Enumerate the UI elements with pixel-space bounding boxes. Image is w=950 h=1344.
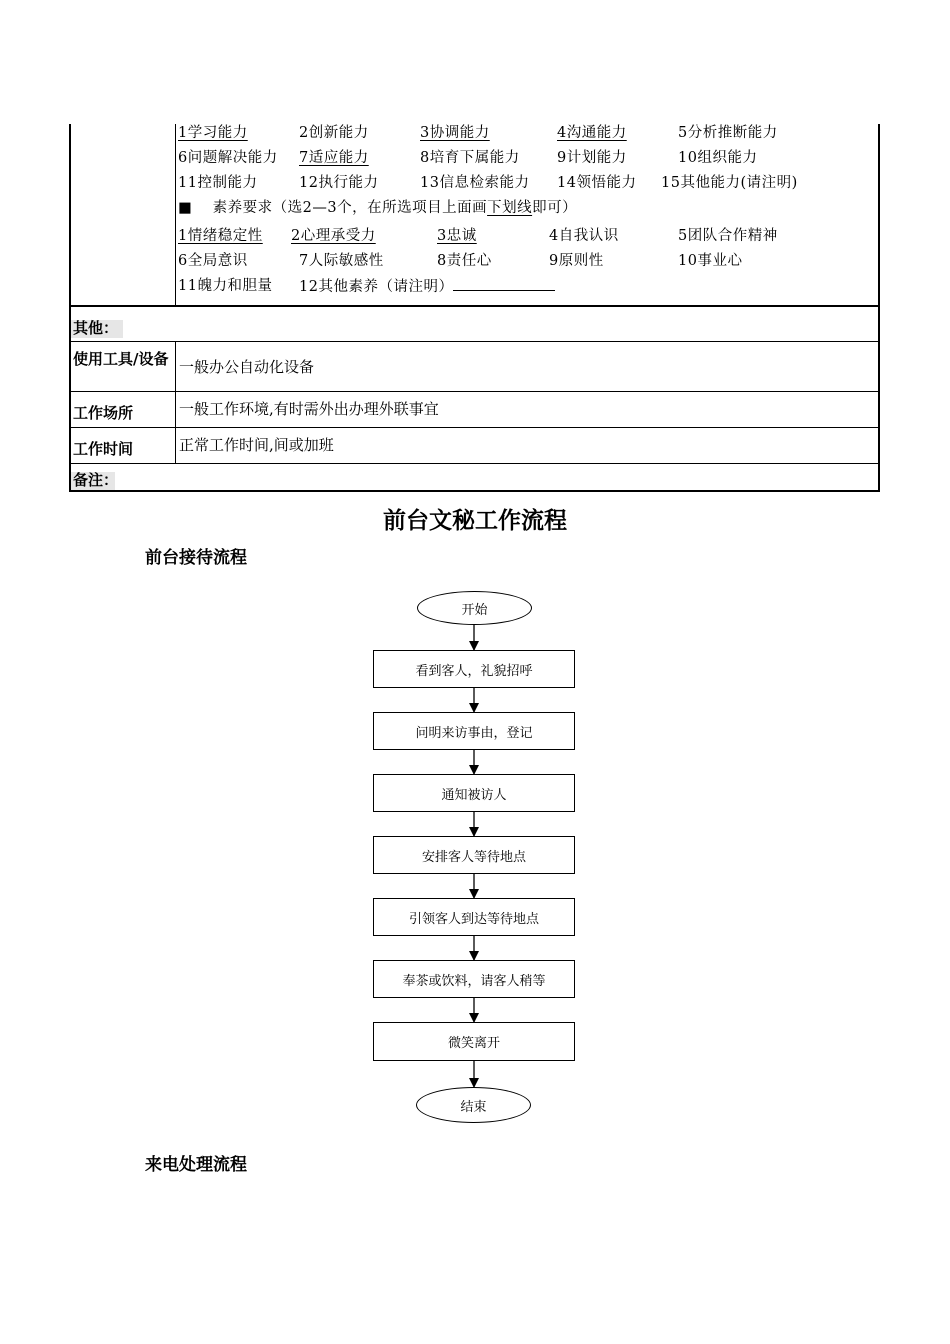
time-label: 工作时间 bbox=[73, 440, 134, 458]
ability-item: 3协调能力 bbox=[420, 125, 490, 141]
quality-item: 5团队合作精神 bbox=[678, 228, 778, 244]
quality-item: 8责任心 bbox=[437, 253, 492, 269]
quality-requirement-text: 素养要求（选2—3个，在所选项目上面画 bbox=[212, 200, 488, 216]
section-title-reception: 前台接待流程 bbox=[145, 548, 247, 568]
quality-item: 6全局意识 bbox=[178, 253, 248, 269]
flow-step-node: 问明来访事由，登记 bbox=[373, 712, 575, 750]
ability-item: 8培育下属能力 bbox=[420, 150, 520, 166]
ability-item: 5分析推断能力 bbox=[678, 125, 778, 141]
ability-item: 2创新能力 bbox=[299, 125, 369, 141]
flow-start-node: 开始 bbox=[417, 591, 532, 625]
flow-step-node: 安排客人等待地点 bbox=[373, 836, 575, 874]
ability-item: 1学习能力 bbox=[178, 125, 248, 141]
flow-end-node: 结束 bbox=[416, 1087, 531, 1123]
place-label: 工作场所 bbox=[73, 404, 134, 422]
ability-item: 7适应能力 bbox=[299, 150, 369, 166]
flow-step-node: 通知被访人 bbox=[373, 774, 575, 812]
quality-item: 3忠诚 bbox=[437, 228, 477, 244]
ability-item: 4沟通能力 bbox=[557, 125, 627, 141]
flow-step-node: 微笑离开 bbox=[373, 1022, 575, 1061]
place-value: 一般工作环境,有时需外出办理外联事宜 bbox=[179, 400, 439, 418]
ability-item: 11控制能力 bbox=[178, 175, 258, 191]
quality-item: 2心理承受力 bbox=[291, 228, 376, 244]
ability-item: 14领悟能力 bbox=[557, 175, 637, 191]
quality-requirement-text-end: 即可） bbox=[532, 200, 578, 216]
quality-item: 12其他素养（请注明） bbox=[299, 279, 454, 295]
ability-item: 13信息检索能力 bbox=[420, 175, 530, 191]
quality-item: 4自我认识 bbox=[549, 228, 619, 244]
section-title-phone: 来电处理流程 bbox=[145, 1155, 247, 1175]
quality-item: 10事业心 bbox=[678, 253, 743, 269]
quality-item: 11魄力和胆量 bbox=[178, 278, 273, 294]
ability-item: 10组织能力 bbox=[678, 150, 758, 166]
quality-item: 7人际敏感性 bbox=[299, 253, 384, 269]
note-label: 备注： bbox=[73, 471, 119, 489]
ability-item: 12执行能力 bbox=[299, 175, 379, 191]
ability-item: 6问题解决能力 bbox=[178, 150, 278, 166]
tools-label: 使用工具/设备 bbox=[73, 350, 169, 368]
document-title: 前台文秘工作流程 bbox=[383, 508, 567, 534]
flow-step-node: 奉茶或饮料，请客人稍等 bbox=[373, 960, 575, 998]
ability-item: 15其他能力(请注明) bbox=[661, 175, 798, 191]
flow-step-node: 看到客人，礼貌招呼 bbox=[373, 650, 575, 688]
flow-step-node: 引领客人到达等待地点 bbox=[373, 898, 575, 936]
quality-item: 1情绪稳定性 bbox=[178, 228, 263, 244]
other-label: 其他： bbox=[73, 319, 119, 337]
quality-requirement-underlined: 下划线 bbox=[487, 200, 533, 216]
tools-value: 一般办公自动化设备 bbox=[179, 358, 315, 376]
quality-item: 9原则性 bbox=[549, 253, 604, 269]
time-value: 正常工作时间,间或加班 bbox=[179, 436, 334, 454]
ability-item: 9计划能力 bbox=[557, 150, 627, 166]
bullet-square-icon: ■ bbox=[178, 200, 193, 216]
